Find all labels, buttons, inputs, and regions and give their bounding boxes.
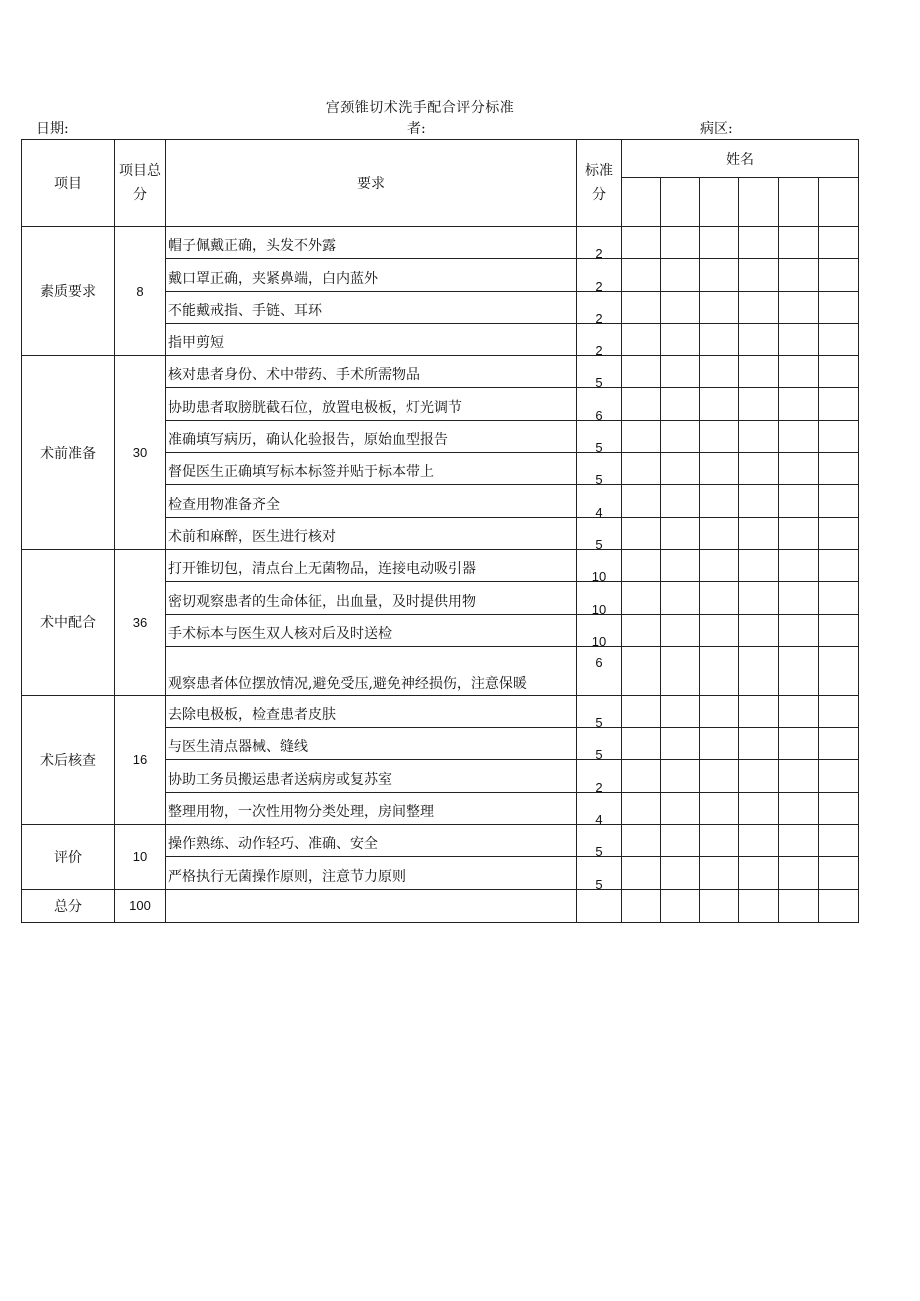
name-score-cell[interactable] — [739, 695, 779, 727]
name-score-cell[interactable] — [819, 728, 859, 760]
total-row — [22, 889, 859, 922]
name-score-cell[interactable] — [700, 825, 739, 857]
requirement-cell — [166, 356, 577, 388]
group-item: 术后核查 — [22, 695, 115, 824]
group-item: 术中配合 — [22, 549, 115, 695]
name-score-cell[interactable] — [819, 356, 859, 388]
name-score-cell[interactable] — [739, 760, 779, 792]
name-score-cell[interactable] — [661, 291, 700, 323]
name-score-cell[interactable] — [739, 227, 779, 259]
name-score-cell[interactable] — [622, 857, 661, 889]
standard-score: 4 — [595, 504, 603, 520]
name-score-cell[interactable] — [739, 549, 779, 581]
name-score-cell[interactable] — [779, 614, 819, 646]
name-score-cell[interactable] — [661, 549, 700, 581]
standard-score-cell — [577, 485, 622, 520]
name-score-cell[interactable] — [739, 825, 779, 857]
standard-score-cell — [577, 582, 622, 617]
requirement-cell — [166, 517, 577, 549]
name-score-cell[interactable] — [739, 792, 779, 824]
name-score-cell[interactable] — [739, 728, 779, 760]
requirement-text: 观察患者体位摆放情况,避免受压,避免神经损伤，注意保暖 — [168, 675, 527, 692]
name-score-cell[interactable] — [819, 857, 859, 889]
standard-score-cell — [577, 291, 622, 326]
standard-score-cell — [577, 517, 622, 552]
total-label: 总分 — [22, 889, 115, 922]
name-score-cell[interactable] — [622, 792, 661, 824]
name-score-cell[interactable] — [819, 323, 859, 355]
requirement-text: 核对患者身份、术中带药、手术所需物品 — [168, 367, 420, 384]
table-row — [22, 549, 859, 581]
group-item: 素质要求 — [22, 227, 115, 356]
name-score-cell[interactable] — [700, 453, 739, 485]
name-score-cell[interactable] — [819, 549, 859, 581]
name-score-cell[interactable] — [819, 582, 859, 614]
name-score-cell[interactable] — [700, 889, 739, 922]
header-standard-line2: 分 — [592, 187, 606, 203]
total-value: 100 — [115, 889, 166, 922]
standard-score-cell — [577, 825, 622, 860]
name-score-cell[interactable] — [661, 646, 700, 695]
requirement-text: 协助工务员搬运患者送病房或复苏室 — [168, 771, 392, 788]
name-score-cell[interactable] — [622, 323, 661, 355]
group-item: 术前准备 — [22, 356, 115, 550]
name-score-cell[interactable] — [661, 323, 700, 355]
name-score-cell[interactable] — [622, 291, 661, 323]
name-score-cell[interactable] — [661, 517, 700, 549]
name-score-cell[interactable] — [700, 549, 739, 581]
name-score-cell[interactable] — [700, 760, 739, 792]
name-score-cell[interactable] — [819, 259, 859, 291]
requirement-text: 协助患者取膀胱截石位，放置电极板，灯光调节 — [168, 399, 462, 416]
name-score-cell[interactable] — [661, 614, 700, 646]
name-score-cell[interactable] — [700, 227, 739, 259]
standard-score-cell — [577, 728, 622, 763]
name-score-cell[interactable] — [700, 388, 739, 420]
name-score-cell[interactable] — [779, 792, 819, 824]
name-score-cell[interactable] — [739, 388, 779, 420]
name-cell[interactable] — [739, 178, 779, 227]
standard-score-cell — [577, 453, 622, 488]
name-score-cell[interactable] — [700, 517, 739, 549]
standard-score: 4 — [595, 812, 603, 828]
name-score-cell[interactable] — [779, 825, 819, 857]
name-score-cell[interactable] — [622, 760, 661, 792]
requirement-cell — [166, 728, 577, 760]
standard-score-cell — [577, 323, 622, 359]
requirement-cell — [166, 420, 577, 452]
name-score-cell[interactable] — [739, 323, 779, 355]
table-row — [22, 356, 859, 388]
name-score-cell[interactable] — [622, 728, 661, 760]
name-score-cell[interactable] — [779, 857, 819, 889]
scoring-table — [21, 139, 859, 923]
name-score-cell[interactable] — [819, 291, 859, 323]
standard-score-cell — [577, 646, 622, 695]
name-score-cell[interactable] — [700, 646, 739, 695]
name-score-cell[interactable] — [700, 857, 739, 889]
standard-score-cell — [577, 549, 622, 585]
standard-score-cell — [577, 760, 622, 795]
name-score-cell[interactable] — [739, 646, 779, 695]
name-score-cell[interactable] — [819, 646, 859, 695]
header-requirement: 要求 — [166, 140, 577, 227]
name-score-cell[interactable] — [739, 889, 779, 922]
requirement-text: 去除电极板，检查患者皮肤 — [168, 707, 336, 724]
standard-score: 2 — [595, 310, 603, 326]
name-score-cell[interactable] — [779, 549, 819, 581]
name-score-cell[interactable] — [819, 695, 859, 727]
header-item-total-line1: 项目总 — [119, 163, 161, 179]
name-score-cell[interactable] — [700, 792, 739, 824]
name-score-cell[interactable] — [661, 485, 700, 517]
requirement-cell — [166, 695, 577, 727]
name-score-cell[interactable] — [622, 646, 661, 695]
group-total: 8 — [115, 227, 166, 356]
standard-score-cell — [577, 614, 622, 649]
requirement-cell — [166, 291, 577, 323]
name-score-cell[interactable] — [739, 614, 779, 646]
name-score-cell[interactable] — [739, 291, 779, 323]
name-score-cell[interactable] — [779, 323, 819, 355]
requirement-cell — [166, 259, 577, 291]
name-score-cell[interactable] — [661, 792, 700, 824]
name-score-cell[interactable] — [779, 388, 819, 420]
name-score-cell[interactable] — [622, 259, 661, 291]
name-score-cell[interactable] — [819, 825, 859, 857]
name-score-cell[interactable] — [622, 614, 661, 646]
requirement-text: 准确填写病历，确认化验报告，原始血型报告 — [168, 432, 448, 449]
requirement-cell — [166, 614, 577, 646]
empty-cell — [577, 889, 622, 922]
name-score-cell[interactable] — [661, 857, 700, 889]
requirement-cell — [166, 485, 577, 517]
name-score-cell[interactable] — [779, 889, 819, 922]
requirement-text: 打开锥切包，清点台上无菌物品，连接电动吸引器 — [168, 561, 476, 578]
name-score-cell[interactable] — [661, 453, 700, 485]
name-score-cell[interactable] — [622, 485, 661, 517]
name-score-cell[interactable] — [661, 388, 700, 420]
requirement-text: 手术标本与医生双人核对后及时送检 — [168, 625, 392, 642]
standard-score: 2 — [595, 246, 603, 262]
name-score-cell[interactable] — [622, 453, 661, 485]
name-score-cell[interactable] — [779, 259, 819, 291]
name-score-cell[interactable] — [739, 453, 779, 485]
name-score-cell[interactable] — [661, 695, 700, 727]
standard-score-cell — [577, 388, 622, 423]
name-score-cell[interactable] — [661, 582, 700, 614]
ward-label: 病区: — [700, 121, 733, 137]
name-score-cell[interactable] — [819, 792, 859, 824]
group-total: 36 — [115, 549, 166, 695]
requirement-cell — [166, 582, 577, 614]
standard-score-cell — [577, 420, 622, 456]
name-score-cell[interactable] — [661, 760, 700, 792]
name-score-cell[interactable] — [779, 728, 819, 760]
header-row — [22, 140, 859, 178]
name-score-cell[interactable] — [779, 356, 819, 388]
empty-cell — [166, 889, 577, 922]
standard-score: 2 — [595, 343, 603, 359]
standard-score: 5 — [595, 715, 603, 731]
name-score-cell[interactable] — [622, 695, 661, 727]
name-cell[interactable] — [700, 178, 739, 227]
name-score-cell[interactable] — [819, 889, 859, 922]
name-score-cell[interactable] — [819, 614, 859, 646]
requirement-cell — [166, 646, 577, 695]
header-item-total-line2: 分 — [133, 187, 147, 203]
name-score-cell[interactable] — [622, 388, 661, 420]
requirement-text: 指甲剪短 — [168, 335, 224, 352]
requirement-cell — [166, 792, 577, 824]
requirement-text: 不能戴戒指、手链、耳环 — [168, 302, 322, 319]
name-cell[interactable] — [779, 178, 819, 227]
standard-score-cell — [577, 695, 622, 731]
name-score-cell[interactable] — [779, 695, 819, 727]
requirement-text: 密切观察患者的生命体征，出血量，及时提供用物 — [168, 593, 476, 610]
name-score-cell[interactable] — [819, 453, 859, 485]
name-score-cell[interactable] — [779, 453, 819, 485]
requirement-text: 帽子佩戴正确，头发不外露 — [168, 238, 336, 255]
name-score-cell[interactable] — [819, 485, 859, 517]
name-score-cell[interactable] — [622, 517, 661, 549]
name-score-cell[interactable] — [779, 646, 819, 695]
name-score-cell[interactable] — [819, 760, 859, 792]
name-score-cell[interactable] — [779, 485, 819, 517]
requirement-cell — [166, 760, 577, 792]
name-score-cell[interactable] — [622, 356, 661, 388]
name-score-cell[interactable] — [779, 517, 819, 549]
requirement-cell — [166, 323, 577, 355]
group-total: 30 — [115, 356, 166, 550]
standard-score-cell — [577, 227, 622, 262]
requirement-text: 检查用物准备齐全 — [168, 496, 280, 513]
name-score-cell[interactable] — [700, 420, 739, 452]
header-name: 姓名 — [622, 140, 859, 178]
name-score-cell[interactable] — [622, 582, 661, 614]
name-score-cell[interactable] — [819, 420, 859, 452]
standard-score: 2 — [595, 779, 603, 795]
requirement-cell — [166, 388, 577, 420]
standard-score: 5 — [595, 440, 603, 456]
name-cell[interactable] — [661, 178, 700, 227]
name-score-cell[interactable] — [661, 259, 700, 291]
group-total: 10 — [115, 825, 166, 890]
name-score-cell[interactable] — [819, 227, 859, 259]
name-score-cell[interactable] — [622, 420, 661, 452]
standard-score: 10 — [591, 569, 607, 585]
header-standard-line1: 标准 — [585, 163, 613, 179]
name-score-cell[interactable] — [700, 356, 739, 388]
page-title: 宫颈锥切术洗手配合评分标准 — [325, 100, 515, 116]
name-score-cell[interactable] — [700, 582, 739, 614]
name-cell[interactable] — [819, 178, 859, 227]
requirement-cell — [166, 825, 577, 857]
name-score-cell[interactable] — [622, 825, 661, 857]
name-score-cell[interactable] — [739, 420, 779, 452]
standard-score: 6 — [595, 407, 603, 423]
name-score-cell[interactable] — [739, 356, 779, 388]
name-score-cell[interactable] — [700, 695, 739, 727]
requirement-cell — [166, 227, 577, 259]
standard-score: 5 — [595, 472, 603, 488]
name-score-cell[interactable] — [622, 889, 661, 922]
requirement-cell — [166, 453, 577, 485]
standard-score-cell — [577, 356, 622, 391]
header-item-total — [115, 140, 166, 227]
name-score-cell[interactable] — [700, 614, 739, 646]
standard-score: 5 — [595, 844, 603, 860]
name-score-cell[interactable] — [661, 227, 700, 259]
name-score-cell[interactable] — [661, 356, 700, 388]
name-score-cell[interactable] — [819, 388, 859, 420]
name-score-cell[interactable] — [779, 582, 819, 614]
name-score-cell[interactable] — [739, 517, 779, 549]
name-score-cell[interactable] — [700, 485, 739, 517]
name-score-cell[interactable] — [661, 889, 700, 922]
date-label: 日期: — [36, 121, 69, 137]
name-score-cell[interactable] — [661, 420, 700, 452]
name-score-cell[interactable] — [661, 825, 700, 857]
group-item: 评价 — [22, 825, 115, 890]
name-score-cell[interactable] — [700, 323, 739, 355]
name-score-cell[interactable] — [700, 291, 739, 323]
name-score-cell[interactable] — [622, 549, 661, 581]
table-row — [22, 695, 859, 727]
standard-score: 6 — [595, 655, 603, 671]
group-total: 16 — [115, 695, 166, 824]
standard-score: 2 — [595, 278, 603, 294]
requirement-cell — [166, 857, 577, 889]
name-score-cell[interactable] — [779, 227, 819, 259]
standard-score-cell — [577, 857, 622, 892]
name-score-cell[interactable] — [739, 582, 779, 614]
requirement-cell — [166, 549, 577, 581]
requirement-text: 与医生清点器械、缝线 — [168, 739, 308, 756]
examiner-label: 者: — [407, 121, 426, 137]
name-score-cell[interactable] — [779, 760, 819, 792]
header-item: 项目 — [22, 140, 115, 227]
name-score-cell[interactable] — [779, 291, 819, 323]
name-score-cell[interactable] — [700, 728, 739, 760]
name-score-cell[interactable] — [739, 857, 779, 889]
standard-score: 5 — [595, 375, 603, 391]
standard-score-cell — [577, 259, 622, 294]
table-row — [22, 825, 859, 857]
requirement-text: 术前和麻醉，医生进行核对 — [168, 528, 336, 545]
name-cell[interactable] — [622, 178, 661, 227]
name-score-cell[interactable] — [779, 420, 819, 452]
standard-score: 5 — [595, 876, 603, 892]
standard-score: 10 — [591, 601, 607, 617]
standard-score: 5 — [595, 747, 603, 763]
name-score-cell[interactable] — [700, 259, 739, 291]
name-score-cell[interactable] — [661, 728, 700, 760]
standard-score: 10 — [591, 633, 607, 649]
name-score-cell[interactable] — [739, 485, 779, 517]
header-standard — [577, 140, 622, 227]
name-score-cell[interactable] — [819, 517, 859, 549]
requirement-text: 督促医生正确填写标本标签并贴于标本带上 — [168, 464, 434, 481]
requirement-text: 整理用物，一次性用物分类处理，房间整理 — [168, 804, 434, 821]
requirement-text: 严格执行无菌操作原则，注意节力原则 — [168, 868, 406, 885]
name-score-cell[interactable] — [622, 227, 661, 259]
standard-score-cell — [577, 792, 622, 828]
standard-score: 5 — [595, 536, 603, 552]
table-row — [22, 227, 859, 259]
requirement-text: 戴口罩正确，夹紧鼻端，白内蓝外 — [168, 270, 378, 287]
requirement-text: 操作熟练、动作轻巧、准确、安全 — [168, 836, 378, 853]
name-score-cell[interactable] — [739, 259, 779, 291]
